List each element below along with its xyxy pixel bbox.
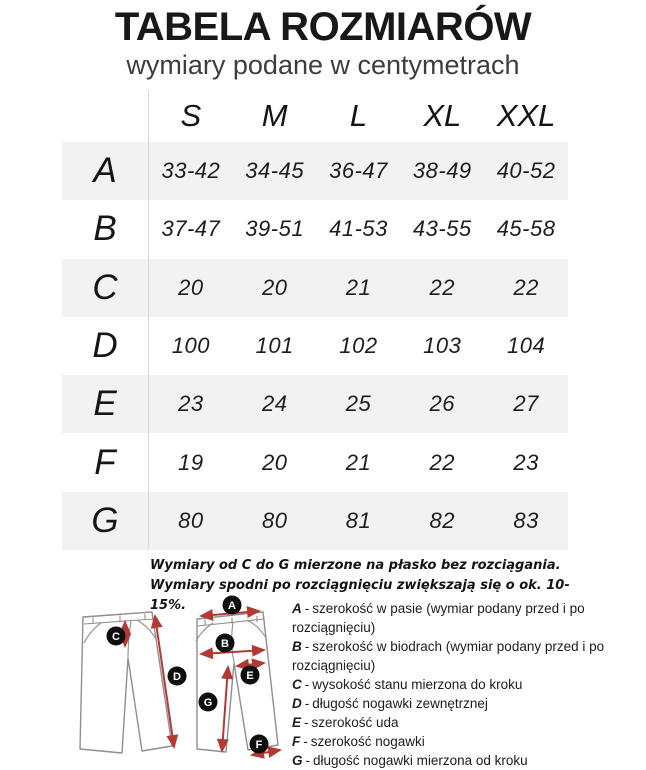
legend-separator: - [304, 639, 310, 654]
legend-key: A [292, 601, 302, 616]
size-cell: 40-52 [496, 158, 556, 184]
table-row-a [62, 142, 568, 200]
legend-separator: - [305, 753, 311, 768]
size-cell: 41-53 [329, 216, 388, 242]
column-header-s: S [180, 98, 202, 133]
label-badge-e [241, 666, 260, 685]
size-cell: 101 [255, 333, 294, 359]
row-label: F [62, 433, 149, 491]
column-header-l: L [349, 98, 368, 133]
table-row-b [62, 200, 568, 258]
label-badge-b [216, 634, 235, 653]
size-cell: 20 [178, 274, 204, 300]
size-cell: 102 [339, 333, 378, 359]
page-title: TABELA ROZMIARÓW [114, 5, 532, 49]
size-cell: 43-55 [412, 216, 472, 242]
svg-text:B: B [221, 638, 229, 650]
size-cell: 25 [345, 391, 372, 417]
legend-separator: - [303, 734, 308, 749]
pants-measurement-diagram [75, 595, 295, 767]
svg-text:F: F [255, 739, 263, 751]
column-header-m: M [261, 98, 288, 133]
svg-text:A: A [228, 600, 236, 612]
table-row-d [62, 317, 568, 375]
legend-text: szerokość w pasie (wymiar podany przed i po rozciągnięciu) [292, 601, 585, 635]
label-badge-f [250, 735, 269, 754]
label-badge-g [199, 693, 218, 712]
size-cell: 33-42 [161, 158, 221, 184]
legend-text: długość nogawki zewnętrznej [312, 696, 488, 711]
legend-item-g [292, 751, 642, 770]
page-subtitle: wymiary podane w centymetrach [126, 50, 520, 80]
size-cell: 80 [261, 507, 288, 533]
svg-text:D: D [173, 671, 181, 683]
measurement-legend [292, 599, 642, 770]
size-cell: 27 [513, 391, 539, 417]
size-cell: 19 [178, 449, 204, 475]
column-header-xl: XL [423, 98, 462, 133]
legend-text: wysokość stanu mierzona do kroku [312, 677, 523, 692]
size-cell: 45-58 [496, 216, 556, 242]
table-row-e [62, 375, 568, 433]
legend-text: szerokość uda [311, 715, 399, 730]
legend-item-d [292, 694, 642, 713]
size-cell: 23 [178, 391, 204, 417]
note-line-1: Wymiary od C do G mierzone na płasko bez rozciągania. [150, 558, 561, 573]
size-table [62, 90, 568, 550]
legend-separator: - [304, 696, 310, 711]
size-cell: 20 [261, 449, 288, 475]
legend-separator: - [304, 677, 310, 692]
page-header [0, 4, 646, 80]
corner-cell [62, 90, 149, 142]
legend-key: E [292, 715, 302, 730]
size-cell: 38-49 [412, 158, 472, 184]
legend-key: F [292, 734, 301, 749]
row-label: G [62, 492, 149, 550]
size-cell: 24 [261, 391, 288, 417]
legend-item-e [292, 713, 642, 732]
row-label: C [62, 259, 149, 317]
size-cell: 82 [429, 507, 456, 533]
table-header-row [62, 90, 568, 142]
legend-item-c [292, 675, 642, 694]
legend-separator: - [304, 601, 310, 616]
row-label: D [62, 317, 149, 375]
size-cell: 21 [345, 274, 372, 300]
legend-separator: - [304, 715, 309, 730]
size-cell: 20 [261, 274, 288, 300]
size-cell: 104 [506, 333, 546, 359]
size-cell: 83 [513, 507, 539, 533]
note-line-2: Wymiary spodni po rozciągnięciu zwiększają się o ok. 10-15%. [150, 578, 570, 613]
size-cell: 22 [429, 449, 456, 475]
size-cell: 23 [513, 449, 539, 475]
row-label: B [62, 200, 149, 258]
legend-key: B [292, 639, 302, 654]
label-badge-a [223, 596, 242, 615]
pants-front-outline-2 [196, 612, 278, 752]
size-cell: 37-47 [161, 216, 221, 242]
legend-item-a [292, 599, 642, 637]
column-header-xxl: XXL [496, 98, 556, 133]
table-row-g [62, 492, 568, 550]
legend-text: długość nogawki mierzona od kroku [313, 753, 528, 768]
label-badge-d [168, 667, 187, 686]
size-cell: 80 [178, 507, 204, 533]
size-cell: 81 [345, 507, 372, 533]
label-badge-c [107, 627, 126, 646]
legend-item-b [292, 637, 642, 675]
size-cell: 103 [423, 333, 462, 359]
size-cell: 22 [513, 274, 539, 300]
size-cell: 22 [429, 274, 456, 300]
svg-text:G: G [203, 697, 213, 709]
legend-key: C [292, 677, 302, 692]
svg-text:E: E [246, 670, 254, 682]
size-cell: 100 [171, 333, 210, 359]
size-cell: 21 [345, 449, 372, 475]
legend-key: D [292, 696, 302, 711]
row-label: A [62, 142, 149, 200]
size-cell: 26 [429, 391, 456, 417]
legend-text: szerokość nogawki [310, 734, 425, 749]
legend-text: szerokość w biodrach (wymiar podany przed i po rozciągnięciu) [292, 639, 605, 673]
table-row-f [62, 433, 568, 491]
size-cell: 34-45 [245, 158, 305, 184]
svg-text:C: C [112, 631, 120, 643]
legend-key: G [292, 753, 303, 768]
size-cell: 36-47 [329, 158, 388, 184]
size-cell: 39-51 [245, 216, 305, 242]
row-label: E [62, 375, 149, 433]
table-row-c [62, 259, 568, 317]
legend-item-f [292, 732, 642, 751]
